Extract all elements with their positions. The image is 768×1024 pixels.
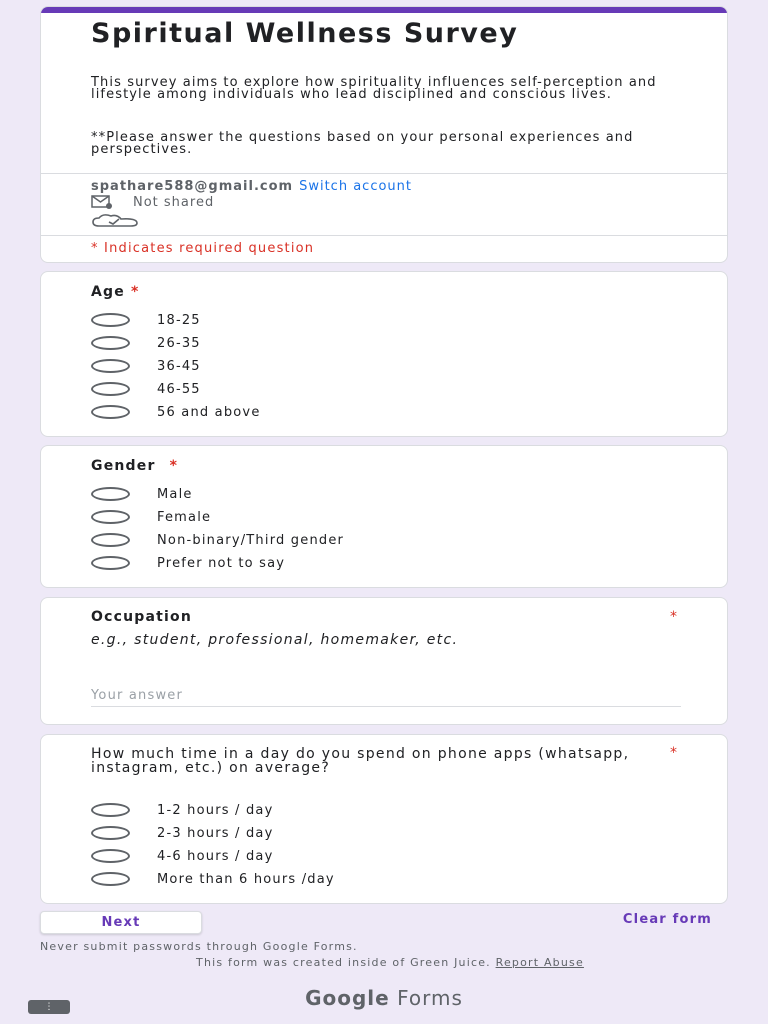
radio-button[interactable] bbox=[91, 382, 130, 396]
required-asterisk: * bbox=[670, 609, 677, 625]
accent-bar bbox=[41, 7, 727, 13]
radio-option[interactable] bbox=[91, 310, 201, 330]
form-header-card bbox=[40, 6, 728, 263]
not-shared-label: Not shared bbox=[133, 194, 215, 210]
radio-option[interactable] bbox=[91, 846, 273, 866]
question-card-occupation bbox=[40, 597, 728, 725]
radio-button[interactable] bbox=[91, 336, 130, 350]
radio-button[interactable] bbox=[91, 872, 130, 886]
question-title bbox=[91, 284, 139, 300]
divider bbox=[41, 235, 727, 236]
password-warning: Never submit passwords through Google Forms. bbox=[40, 940, 358, 953]
question-label: Age bbox=[91, 284, 125, 300]
radio-option[interactable] bbox=[91, 553, 285, 573]
question-card-phone-time bbox=[40, 734, 728, 904]
radio-option[interactable] bbox=[91, 356, 201, 376]
radio-option[interactable] bbox=[91, 823, 273, 843]
radio-option[interactable] bbox=[91, 530, 344, 550]
radio-option[interactable] bbox=[91, 800, 273, 820]
option-label: Male bbox=[157, 486, 193, 502]
cloud-row bbox=[91, 213, 139, 229]
required-note: * Indicates required question bbox=[91, 241, 315, 256]
option-label: Prefer not to say bbox=[157, 555, 286, 571]
form-title: Spiritual Wellness Survey bbox=[91, 18, 519, 49]
switch-account-link[interactable]: Switch account bbox=[299, 179, 412, 194]
question-label: Gender bbox=[91, 458, 156, 474]
radio-button[interactable] bbox=[91, 849, 130, 863]
option-label: More than 6 hours /day bbox=[157, 871, 335, 887]
radio-option[interactable] bbox=[91, 484, 193, 504]
account-row bbox=[91, 179, 412, 194]
radio-button[interactable] bbox=[91, 826, 130, 840]
required-asterisk: * bbox=[130, 284, 140, 300]
radio-button[interactable] bbox=[91, 556, 130, 570]
radio-button[interactable] bbox=[91, 533, 130, 547]
option-label: 4-6 hours / day bbox=[157, 848, 274, 864]
question-card-age bbox=[40, 271, 728, 437]
not-shared-row bbox=[91, 193, 214, 211]
question-title: Occupation bbox=[91, 609, 193, 625]
radio-button[interactable] bbox=[91, 359, 130, 373]
mail-icon bbox=[91, 195, 113, 209]
occupation-input[interactable] bbox=[91, 685, 681, 707]
radio-button[interactable] bbox=[91, 313, 130, 327]
radio-button[interactable] bbox=[91, 510, 130, 524]
option-label: 46-55 bbox=[157, 381, 201, 397]
question-title: How much time in a day do you spend on phone apps (whatsapp, instagram, etc.) on average? bbox=[91, 746, 630, 776]
option-label: 56 and above bbox=[157, 404, 261, 420]
created-notice bbox=[100, 958, 680, 968]
radio-button[interactable] bbox=[91, 487, 130, 501]
feedback-icon[interactable]: ⋮ bbox=[28, 1000, 70, 1014]
radio-option[interactable] bbox=[91, 379, 201, 399]
next-button[interactable]: Next bbox=[40, 911, 202, 934]
radio-option[interactable] bbox=[91, 507, 211, 527]
created-text: This form was created inside of Green Juice. bbox=[196, 956, 491, 969]
option-label: Non-binary/Third gender bbox=[157, 532, 345, 548]
option-label: 1-2 hours / day bbox=[157, 802, 274, 818]
google-forms-logo bbox=[0, 986, 768, 1010]
radio-button[interactable] bbox=[91, 405, 130, 419]
option-label: 26-35 bbox=[157, 335, 201, 351]
radio-option[interactable] bbox=[91, 333, 201, 353]
option-label: 2-3 hours / day bbox=[157, 825, 274, 841]
option-label: 36-45 bbox=[157, 358, 201, 374]
report-abuse-link[interactable]: Report Abuse bbox=[495, 956, 584, 969]
question-card-gender bbox=[40, 445, 728, 588]
radio-option[interactable] bbox=[91, 402, 261, 422]
required-asterisk: * bbox=[670, 745, 677, 761]
brand-forms: Forms bbox=[397, 986, 463, 1010]
question-hint: e.g., student, professional, homemaker, etc. bbox=[91, 632, 459, 648]
divider bbox=[41, 173, 727, 174]
radio-option[interactable] bbox=[91, 869, 335, 889]
brand-google: Google bbox=[305, 986, 390, 1010]
required-asterisk: * bbox=[169, 458, 179, 474]
question-title bbox=[91, 458, 178, 474]
radio-button[interactable] bbox=[91, 803, 130, 817]
account-email: spathare588@gmail.com bbox=[91, 179, 294, 194]
clear-form-button[interactable]: Clear form bbox=[622, 912, 712, 927]
option-label: Female bbox=[157, 509, 212, 525]
form-description: This survey aims to explore how spirituality influences self-perception and lifestyle among individuals who lead disciplined and conscious lives. bbox=[91, 75, 657, 102]
option-label: 18-25 bbox=[157, 312, 201, 328]
form-instruction: **Please answer the questions based on your personal experiences and perspectives. bbox=[91, 130, 634, 157]
cloud-check-icon bbox=[91, 213, 139, 229]
